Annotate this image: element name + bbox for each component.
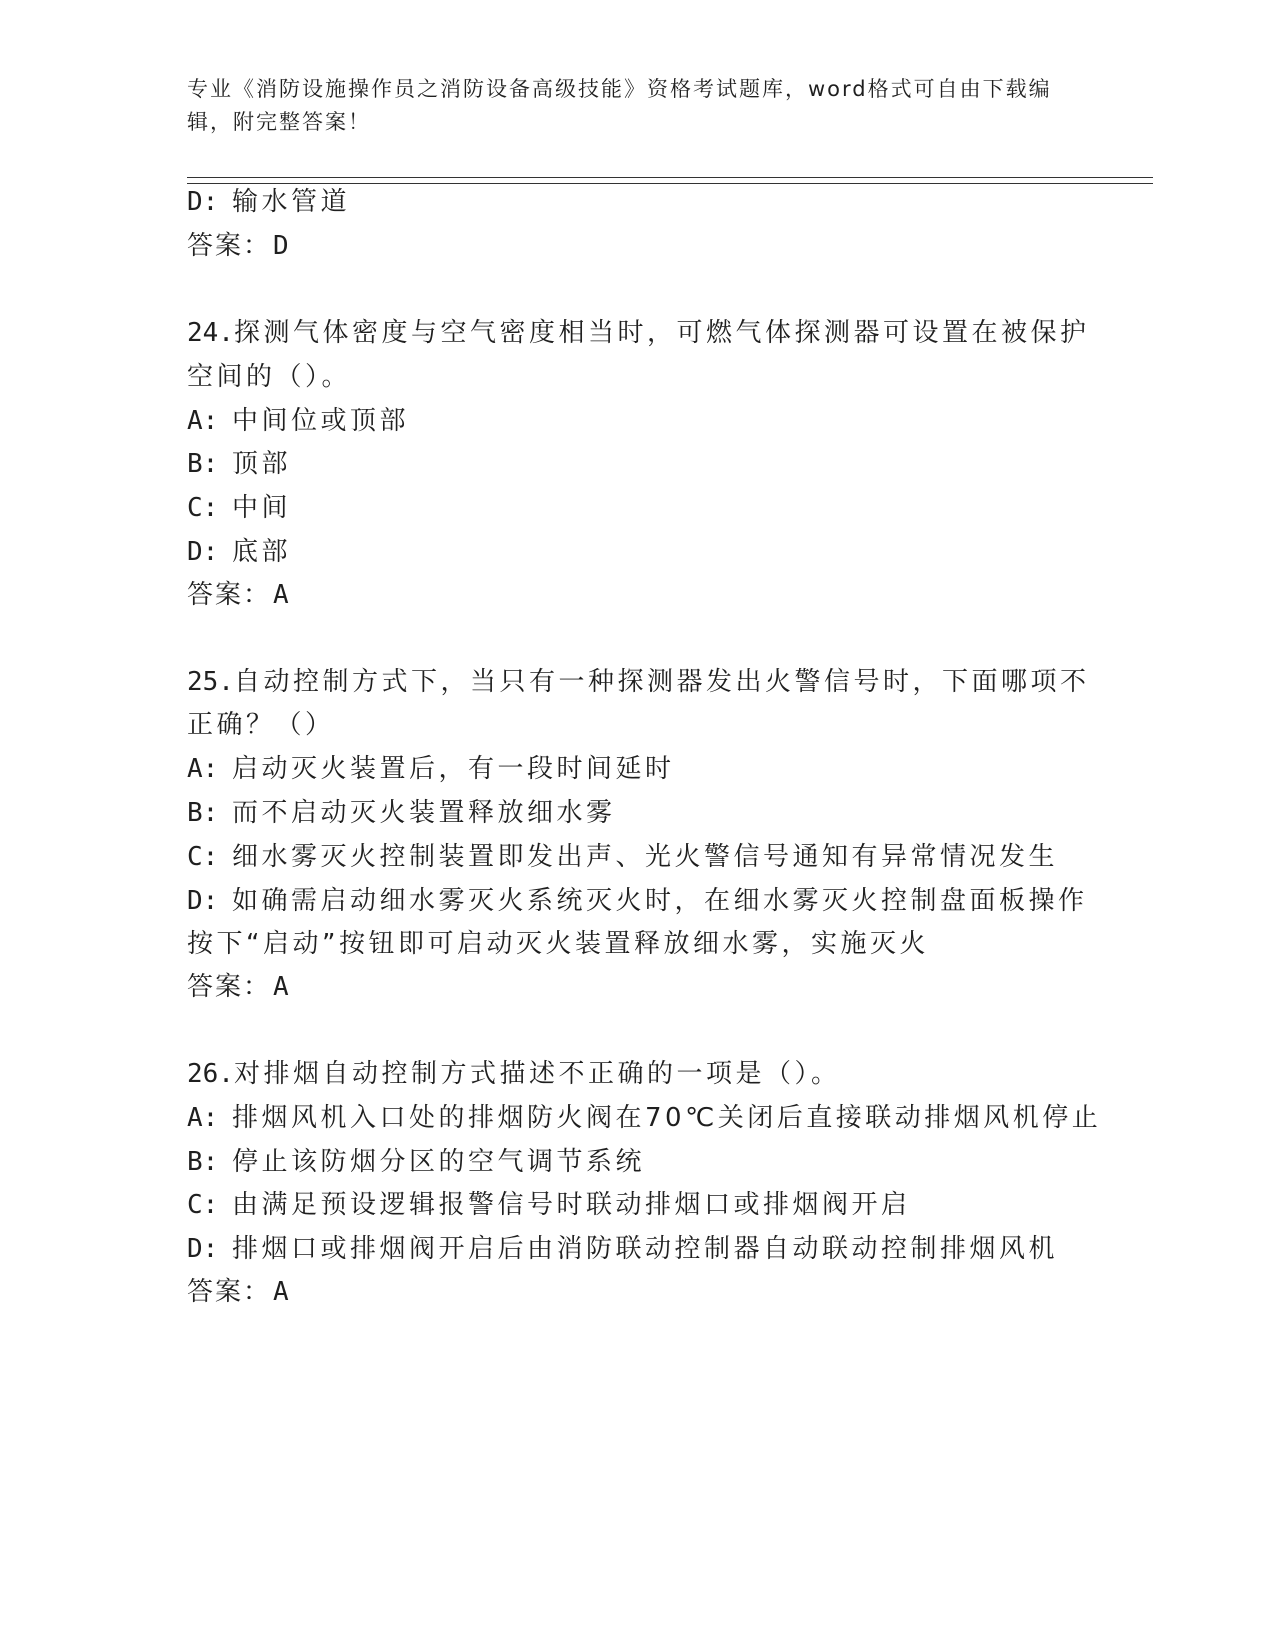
question-24-stem-cont: 空间的（）。 <box>187 362 352 392</box>
question-26-option-c <box>187 1188 1187 1222</box>
option-key: A: <box>187 1103 219 1133</box>
option-key: C: <box>187 1190 219 1220</box>
option-text: 停止该防烟分区的空气调节系统 <box>232 1147 646 1177</box>
question-24-option-d <box>187 535 1187 569</box>
question-24-option-c <box>187 491 1187 525</box>
question-text: 自动控制方式下，当只有一种探测器发出火警信号时，下面哪项不 <box>233 667 1090 697</box>
option-text: 底部 <box>232 537 292 567</box>
answer-value: A <box>273 972 291 1002</box>
question-25-option-c <box>187 840 1187 874</box>
question-number: 25. <box>187 667 234 697</box>
option-text: 中间位或顶部 <box>232 406 410 436</box>
question-24-stem <box>187 316 1187 350</box>
question-24-option-a <box>187 404 1187 438</box>
question-25-option-d-cont: 按下“启动”按钮即可启动灭火装置释放细水雾，实施灭火 <box>187 929 929 959</box>
question-26-stem <box>187 1057 1187 1091</box>
question-26-option-a <box>187 1101 1187 1135</box>
answer-label: 答案： <box>187 231 272 261</box>
option-key: C: <box>187 493 219 523</box>
document-header: 专业《消防设施操作员之消防设备高级技能》资格考试题库，word格式可自由下载编辑，附完整答案！ <box>187 77 1052 134</box>
option-d-prev <box>187 185 1187 219</box>
question-26-answer <box>187 1275 291 1309</box>
question-25-option-a <box>187 752 1187 786</box>
question-number: 24. <box>187 318 234 348</box>
option-text: 启动灭火装置后，有一段时间延时 <box>232 754 675 784</box>
option-text: 而不启动灭火装置释放细水雾 <box>232 798 616 828</box>
question-number: 26. <box>187 1059 234 1089</box>
answer-label: 答案： <box>187 972 272 1002</box>
question-25-option-d <box>187 884 1187 918</box>
answer-prev <box>187 229 291 263</box>
option-text: 中间 <box>232 493 292 523</box>
question-26-option-d <box>187 1232 1187 1266</box>
question-25-option-b <box>187 796 1187 830</box>
option-text: 输水管道 <box>232 187 351 217</box>
question-26-option-b <box>187 1145 1187 1179</box>
answer-label: 答案： <box>187 1277 272 1307</box>
option-key: B: <box>187 449 219 479</box>
question-text: 探测气体密度与空气密度相当时，可燃气体探测器可设置在被保护 <box>233 318 1090 348</box>
option-text: 排烟口或排烟阀开启后由消防联动控制器自动联动控制排烟风机 <box>232 1234 1059 1264</box>
option-key: D: <box>187 886 219 916</box>
question-24-option-b <box>187 447 1187 481</box>
option-text: 顶部 <box>232 449 292 479</box>
option-text: 由满足预设逻辑报警信号时联动排烟口或排烟阀开启 <box>232 1190 911 1220</box>
header-divider-double <box>187 183 1153 184</box>
answer-value: D <box>273 231 291 261</box>
option-text: 如确需启动细水雾灭火系统灭火时，在细水雾灭火控制盘面板操作 <box>232 886 1088 916</box>
option-text: 细水雾灭火控制装置即发出声、光火警信号通知有异常情况发生 <box>232 842 1059 872</box>
answer-label: 答案： <box>187 580 272 610</box>
question-24-answer <box>187 578 291 612</box>
question-25-answer <box>187 970 291 1004</box>
option-key: B: <box>187 1147 219 1177</box>
option-key: D: <box>187 1234 219 1264</box>
answer-value: A <box>273 1277 291 1307</box>
option-key: C: <box>187 842 219 872</box>
header-divider <box>187 177 1153 178</box>
option-key: D: <box>187 187 219 217</box>
option-key: D: <box>187 537 219 567</box>
option-key: B: <box>187 798 219 828</box>
question-25-stem-cont: 正确？（） <box>187 710 335 740</box>
option-key: A: <box>187 406 219 436</box>
question-text: 对排烟自动控制方式描述不正确的一项是（）。 <box>233 1059 841 1089</box>
question-25-stem <box>187 665 1187 699</box>
option-key: A: <box>187 754 219 784</box>
answer-value: A <box>273 580 291 610</box>
option-text: 排烟风机入口处的排烟防火阀在70℃关闭后直接联动排烟风机停止 <box>232 1103 1102 1133</box>
